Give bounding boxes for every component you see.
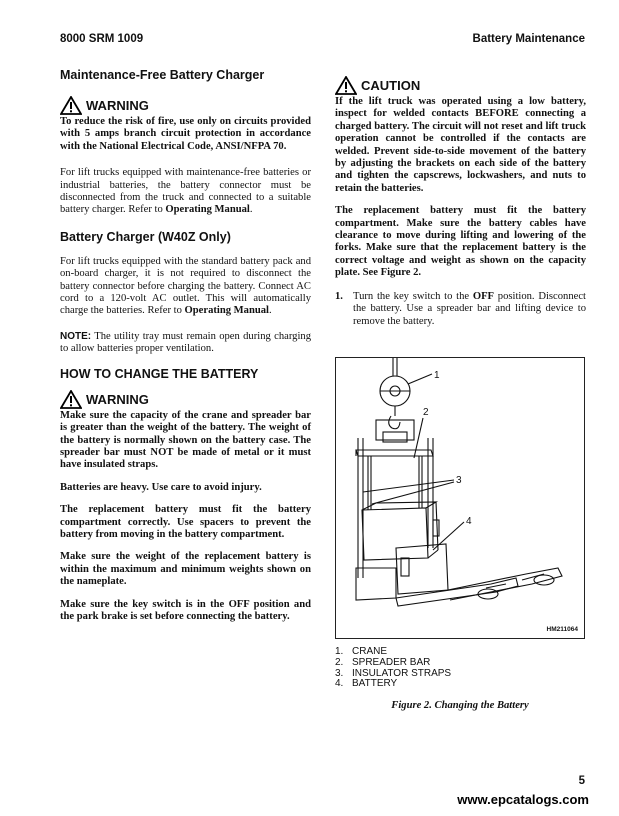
caution-heading <box>335 76 586 95</box>
legend-label: CRANE <box>352 646 388 657</box>
warning-heading <box>60 390 311 409</box>
legend-label: BATTERY <box>352 678 398 690</box>
caution-triangle-icon <box>335 76 357 95</box>
paragraph-text: For lift trucks equipped with the standard battery pack and on-board charger, it is not required to disconnect the battery connector before charging the battery. Connect AC cord to a 120-volt AC outlet. This will automatically charge the batteries. Refer to <box>60 255 311 317</box>
note-paragraph <box>60 331 311 356</box>
legend-label: SPREADER BAR <box>352 656 431 668</box>
warning-triangle-icon <box>60 96 82 115</box>
maintenance-free-paragraph <box>60 167 311 217</box>
figure-legend <box>335 647 451 690</box>
figure-changing-battery <box>335 357 585 639</box>
legend-number: 1. <box>335 646 344 657</box>
warning-battery-weight: Make sure the weight of the replacement battery is within the maximum and minimum weights shown on the nameplate. <box>60 551 311 588</box>
figure-code: HM211064 <box>546 626 578 633</box>
legend-label: INSULATOR STRAPS <box>352 667 452 679</box>
step-off-emphasis: OFF <box>472 290 495 302</box>
battery-box <box>362 508 428 560</box>
crane-hook <box>389 406 400 429</box>
legend-number: 3. <box>335 667 344 679</box>
left-column <box>60 68 311 632</box>
legend-number: 2. <box>335 656 344 668</box>
watermark-url: www.epcatalogs.com <box>457 792 589 807</box>
note-label: NOTE: <box>60 330 92 342</box>
callout-4: 4 <box>466 516 472 527</box>
header-doc-number: 8000 SRM 1009 <box>60 33 144 45</box>
reference-operating-manual: Operating Manual <box>165 204 250 216</box>
warning-triangle-icon <box>60 390 82 409</box>
callout-1: 1 <box>434 370 440 381</box>
legend-item <box>335 658 451 669</box>
battery-change-illustration <box>336 358 584 638</box>
legend-item <box>335 679 451 690</box>
paragraph-end: . <box>249 204 253 216</box>
step-number: 1. <box>335 290 343 302</box>
page-number: 5 <box>578 775 585 787</box>
spreader-bar <box>356 450 433 456</box>
section-title-maintenance-free-charger: Maintenance-Free Battery Charger <box>60 68 265 82</box>
caution-welded-contacts: If the lift truck was operated using a low battery, inspect for welded contacts BEFORE connecting a charged battery. The circuit will not reset and lift truck operation cannot be controlled if the contacts are welded. Prevent side-to-side movement of the battery by adjusting the brackets on each side of the battery and tighten the capscrews, lockwashers, and nuts to retain the batteries. <box>335 96 586 194</box>
section-title-battery-charger-w40z: Battery Charger (W40Z Only) <box>60 229 231 244</box>
caution-label: CAUTION <box>361 78 421 93</box>
step-item <box>335 291 586 328</box>
warning-label: WARNING <box>86 391 149 407</box>
warning-label: WARNING <box>86 98 149 113</box>
step-text-end: position. Disconnect the battery. Use a spreader bar and lifting device to remove the battery. <box>353 290 586 327</box>
battery-charger-paragraph <box>60 256 311 318</box>
step-text-start: Turn the key switch to the <box>353 290 473 302</box>
step-text <box>353 291 586 328</box>
caution-replacement-battery: The replacement battery must fit the battery compartment. Make sure the battery cables have clearance to move during lifting and lowering of the forks. Make sure that the replacement battery is the correct voltage and weight as shown on the capacity plate. See Figure 2. <box>335 205 586 279</box>
fork-left <box>396 578 518 606</box>
truck-battery-housing <box>396 544 448 594</box>
paragraph-text: For lift trucks equipped with maintenance-free batteries or industrial batteries, the battery connector must be disconnected from the truck and connected to a suitable battery charger. Refer to <box>60 167 311 216</box>
callout-3: 3 <box>456 475 462 486</box>
warning-heavy-batteries: Batteries are heavy. Use care to avoid injury. <box>60 481 262 493</box>
callout-2: 2 <box>423 407 429 418</box>
figure-caption: Figure 2. Changing the Battery <box>391 700 529 711</box>
paragraph-end: . <box>269 305 272 317</box>
note-text: The utility tray must remain open during charging to allow batteries proper ventilation. <box>60 330 311 355</box>
warning-crane-capacity: Make sure the capacity of the crane and spreader bar is greater than the weight of the battery. The weight of the battery is normally shown on the battery case. The spreader bar must NOT be made of metal or it must have insulated straps. <box>60 409 311 471</box>
reference-operating-manual: Operating Manual <box>184 305 269 317</box>
warning-key-switch: Make sure the key switch is in the OFF position and the park brake is set before connecting the battery. <box>60 598 311 622</box>
procedure-steps <box>335 291 586 328</box>
section-title-how-to-change-battery: HOW TO CHANGE THE BATTERY <box>60 366 259 381</box>
warning-fit-compartment: The replacement battery must fit the battery compartment correctly. Use spacers to prevent the battery from moving in the battery compartment. <box>60 504 311 540</box>
legend-number: 4. <box>335 678 344 690</box>
right-column <box>335 76 586 336</box>
warning-heading <box>60 96 311 115</box>
warning-fire-text: To reduce the risk of fire, use only on circuits provided with 5 amps branch circuit protection in accordance with the National Electrical Code, ANSI/NFPA 70. <box>60 116 311 152</box>
header-section-title: Battery Maintenance <box>472 33 585 45</box>
